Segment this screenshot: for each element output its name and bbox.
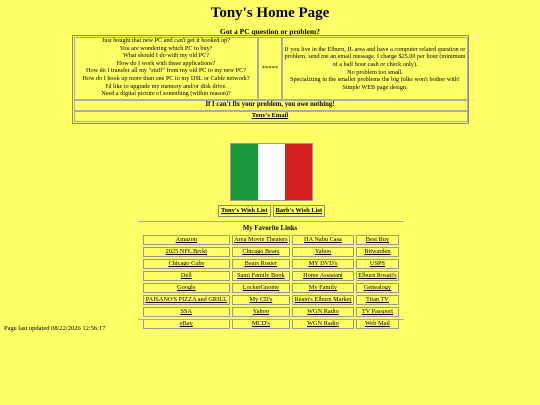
- flag-white-stripe: [258, 144, 285, 200]
- favorite-link[interactable]: Home Assistant: [292, 271, 354, 281]
- favorite-link[interactable]: Dell: [143, 271, 230, 281]
- wishlist-links: [218, 205, 325, 217]
- favorite-link[interactable]: Amazon: [143, 235, 230, 245]
- answer-line: Simple WEB page design.: [342, 83, 408, 91]
- question-line: Just bought that new PC and can't get it hooked up?: [102, 37, 230, 44]
- questions-list: [74, 37, 258, 100]
- favorite-link[interactable]: PAISANO'S PIZZA and GRILL: [143, 295, 230, 305]
- question-line: Need a digital picture of something (within reason)?: [101, 90, 231, 98]
- favorite-link[interactable]: Yahoo: [292, 247, 354, 257]
- barb-wishlist-link[interactable]: Barb's Wish List: [273, 205, 326, 217]
- answer-line: If you live in the Elburn, IL area and have a computer related question or problem, send me an email message. I charge $25.00 per hour (minimum of a half hour cash or check only).: [284, 45, 466, 68]
- favorite-link[interactable]: Bitwarden: [356, 247, 399, 257]
- favorite-link[interactable]: eBay: [143, 319, 230, 329]
- tagline: If I can't fix your problem, you owe nothing!: [205, 101, 335, 108]
- divider: [138, 319, 404, 320]
- favorite-link[interactable]: WGN Radio: [292, 307, 354, 317]
- email-row: [73, 111, 467, 121]
- favorite-links-table: [141, 233, 401, 331]
- last-updated-text: Page last updated 08/22/2026 12:56:17: [4, 325, 106, 332]
- flag-red-stripe: [285, 144, 312, 200]
- favorite-link[interactable]: My CD's: [232, 295, 290, 305]
- favorite-link[interactable]: Bears Roster: [232, 259, 290, 269]
- link-row: [143, 319, 399, 329]
- link-row: [143, 235, 399, 245]
- favorite-link[interactable]: HA Nabu Casa: [292, 235, 354, 245]
- italian-flag-image: [230, 143, 313, 201]
- question-line: How do I hook up more than one PC to my DSL or Cable network?: [82, 74, 250, 82]
- favorite-link[interactable]: Yahoo: [232, 307, 290, 317]
- favorite-link[interactable]: MY DVD's: [292, 259, 354, 269]
- favorite-link[interactable]: SSA: [143, 307, 230, 317]
- link-row: [143, 307, 399, 317]
- favorite-link[interactable]: 2025 NFL Brckt: [143, 247, 230, 257]
- stars-divider: *****: [261, 65, 279, 72]
- favorite-link[interactable]: Sami Family Book: [232, 271, 290, 281]
- tony-wishlist-link[interactable]: Tony's Wish List: [218, 205, 271, 217]
- email-link[interactable]: Tony's Email: [251, 112, 289, 119]
- flag-green-stripe: [231, 144, 258, 200]
- link-row: [143, 283, 399, 293]
- question-line: You are wondering which PC to buy?: [119, 44, 213, 52]
- divider: [138, 221, 404, 222]
- favorite-link[interactable]: Google: [143, 283, 230, 293]
- question-line: What should I do with my old PC?: [122, 52, 210, 60]
- favorite-link[interactable]: My Family: [292, 283, 354, 293]
- favorite-link[interactable]: Web Mail: [356, 319, 399, 329]
- answer-line: Specializing in the smaller problems the big folks won't bother with!: [290, 76, 460, 84]
- favorite-link[interactable]: Ream's Elburn Market: [292, 295, 354, 305]
- link-row: [143, 295, 399, 305]
- favorite-link[interactable]: Chicago Bears: [232, 247, 290, 257]
- favorite-link[interactable]: LockerGnome: [232, 283, 290, 293]
- link-row: [143, 247, 399, 257]
- favorite-link[interactable]: Chicago Cubs: [143, 259, 230, 269]
- page-subtitle: Got a PC question or problem?: [220, 27, 320, 36]
- favorite-link[interactable]: Area Movie Theaters: [232, 235, 290, 245]
- question-line: I'd like to upgrade my memory and/or disk drive.: [105, 82, 227, 90]
- link-row: [143, 271, 399, 281]
- favorites-title: My Favorite Links: [242, 225, 298, 232]
- favorite-link[interactable]: Genealogy: [356, 283, 399, 293]
- favorite-link[interactable]: TV Passport: [356, 307, 399, 317]
- favorite-link[interactable]: MCD's: [232, 319, 290, 329]
- question-line: How do I work with these applications?: [116, 59, 216, 67]
- favorite-link[interactable]: WGN Radio: [292, 319, 354, 329]
- favorite-link[interactable]: Elburn Rosati's: [356, 271, 399, 281]
- page-title: Tony's Home Page: [210, 5, 330, 21]
- answer-line: No problem too small.: [347, 68, 403, 76]
- link-row: [143, 259, 399, 269]
- answers-text: [282, 37, 468, 100]
- favorite-link[interactable]: Titan TV: [356, 295, 399, 305]
- question-line: How do I transfer all my "stuff" from my old PC to my new PC?: [86, 67, 246, 75]
- favorite-link[interactable]: Best Buy: [356, 235, 399, 245]
- favorite-link[interactable]: USPS: [356, 259, 399, 269]
